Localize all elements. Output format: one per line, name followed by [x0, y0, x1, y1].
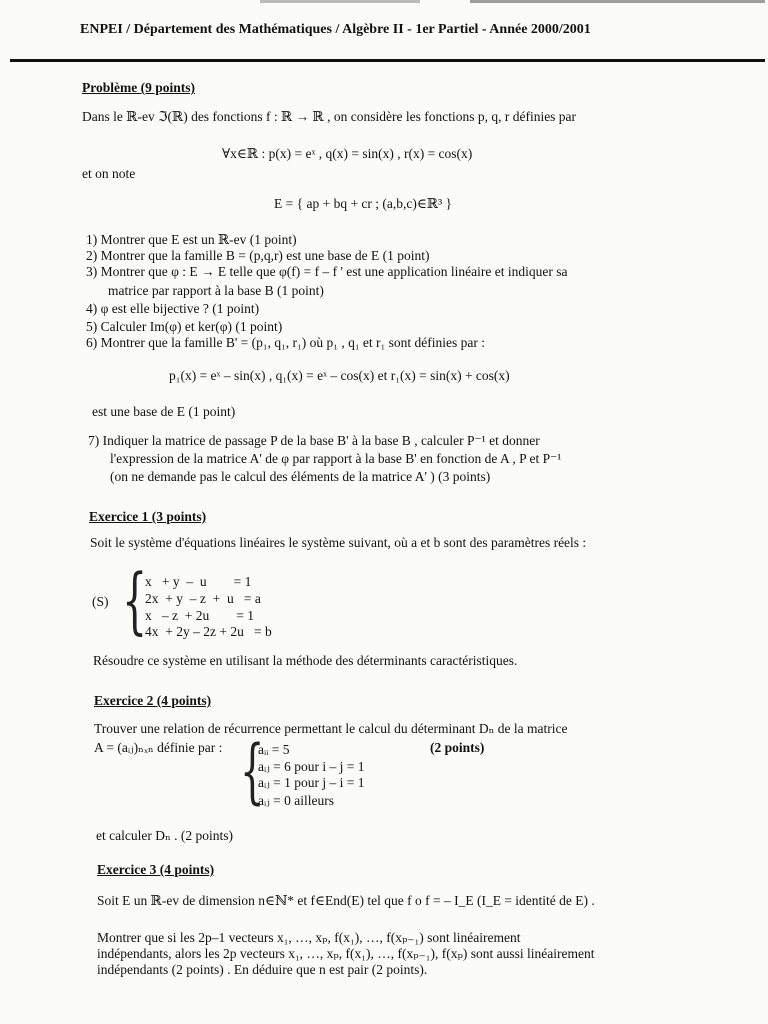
question-7b: l'expression de la matrice A' de φ par rapport à la base B' en fonction de A , P et P⁻¹ — [110, 451, 562, 466]
exercice3-line-2: Montrer que si les 2p–1 vecteurs x₁, …, xₚ, f(x₁), …, f(xₚ₋₁) sont linéairement — [97, 930, 521, 945]
exercice2-line-2: A = (aᵢⱼ)ₙₓₙ définie par : — [94, 740, 223, 755]
exercice1-end: Résoudre ce système en utilisant la méthode des déterminants caractéristiques. — [93, 653, 518, 668]
matrix-case-1: aᵢᵢ = 5 — [258, 742, 290, 757]
question-1: 1) Montrer que E est un ℝ-ev (1 point) — [86, 232, 297, 247]
exercice1-intro: Soit le système d'équations linéaires le système suivant, où a et b sont des paramètres réels : — [90, 535, 587, 550]
question-6-end: est une base de E (1 point) — [92, 404, 236, 419]
question-2: 2) Montrer que la famille B = (p,q,r) est une base de E (1 point) — [86, 248, 430, 263]
exercice3-line-3: indépendants, alors les 2p vecteurs x₁, …, xₚ, f(x₁), …, f(xₚ₋₁), f(xₚ) sont aussi linéairement — [97, 946, 595, 961]
formula-E: E = { ap + bq + cr ; (a,b,c)∈ℝ³ } — [274, 196, 453, 211]
exercice3-line-4: indépendants (2 points) . En déduire que n est pair (2 points). — [97, 962, 428, 977]
matrix-brace: { — [240, 730, 265, 812]
exercice2-end: et calculer Dₙ . (2 points) — [96, 828, 234, 843]
exercice3-title: Exercice 3 (4 points) — [97, 862, 215, 877]
exercice1-title: Exercice 1 (3 points) — [89, 509, 207, 524]
formula-pqr: ∀x∈ℝ : p(x) = eˣ , q(x) = sin(x) , r(x) = cos(x) — [222, 146, 473, 161]
exercice2-line-1: Trouver une relation de récurrence permettant le calcul du déterminant Dₙ de la matrice — [94, 721, 568, 736]
formula-p1: p₁(x) = eˣ – sin(x) , q₁(x) = eˣ – cos(x) et r₁(x) = sin(x) + cos(x) — [169, 368, 510, 383]
question-6: 6) Montrer que la famille B' = (p₁, q₁, r₁) où p₁ , q₁ et r₁ sont définies par : — [86, 335, 485, 350]
exercice2-title: Exercice 2 (4 points) — [94, 693, 212, 708]
scan-artifact — [260, 0, 420, 3]
et-on-note: et on note — [82, 166, 136, 181]
matrix-case-4: aᵢⱼ = 0 ailleurs — [258, 793, 334, 808]
system-eq-1: x + y – u = 1 — [145, 574, 252, 589]
matrix-case-3: aᵢⱼ = 1 pour j – i = 1 — [258, 775, 365, 790]
scan-artifact — [470, 0, 765, 3]
header-rule — [10, 59, 765, 62]
system-eq-4: 4x + 2y – 2z + 2u = b — [145, 624, 272, 639]
question-3a: 3) Montrer que φ : E → E telle que φ(f) = f – f ' est une application linéaire et indiquer sa — [86, 264, 568, 279]
probleme-title: Problème (9 points) — [82, 80, 195, 95]
system-eq-2: 2x + y – z + u = a — [145, 591, 261, 606]
matrix-case-2: aᵢⱼ = 6 pour i – j = 1 — [258, 759, 365, 774]
question-5: 5) Calculer Im(φ) et ker(φ) (1 point) — [86, 319, 283, 334]
question-7c: (on ne demande pas le calcul des éléments de la matrice A' ) (3 points) — [110, 469, 491, 484]
system-label: (S) — [92, 594, 109, 609]
question-7a: 7) Indiquer la matrice de passage P de la base B' à la base B , calculer P⁻¹ et donner — [88, 433, 540, 448]
question-4: 4) φ est elle bijective ? (1 point) — [86, 301, 260, 316]
matrix-points: (2 points) — [430, 740, 485, 755]
page-header: ENPEI / Département des Mathématiques / Algèbre II - 1er Partiel - Année 2000/2001 — [80, 22, 591, 37]
question-3b: matrice par rapport à la base B (1 point) — [108, 283, 324, 298]
probleme-intro: Dans le ℝ-ev ℑ(ℝ) des fonctions f : ℝ → ℝ , on considère les fonctions p, q, r définies par — [82, 109, 577, 124]
system-eq-3: x – z + 2u = 1 — [145, 608, 254, 623]
exercice3-line-1: Soit E un ℝ-ev de dimension n∈ℕ* et f∈End(E) tel que f o f = – I_E (I_E = identité de E) . — [97, 893, 595, 908]
system-brace: { — [122, 558, 148, 642]
